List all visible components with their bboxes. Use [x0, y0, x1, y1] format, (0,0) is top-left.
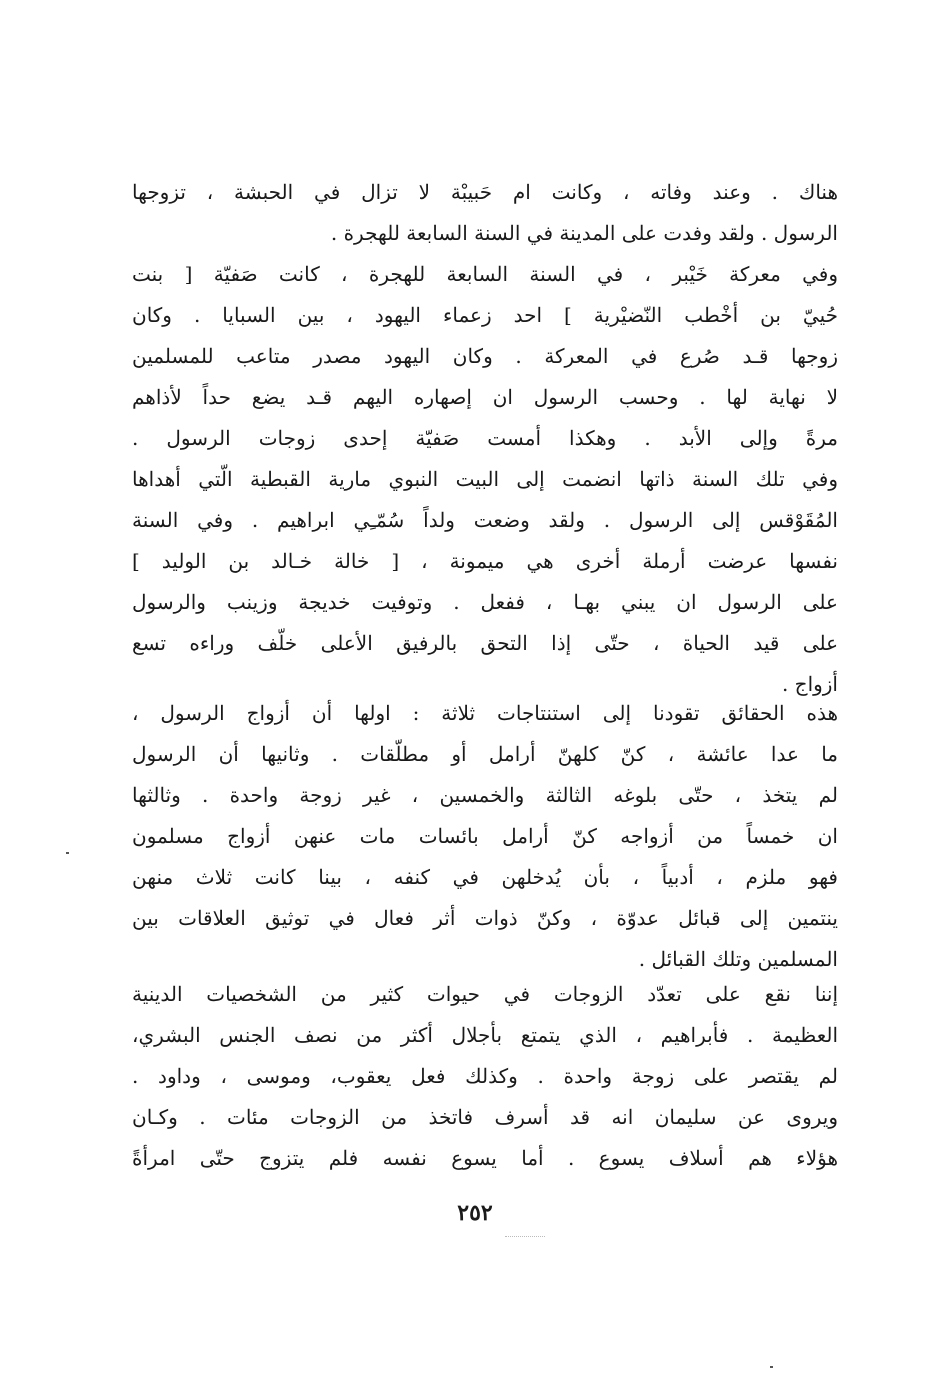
page-number: ٢٥٢ [457, 1200, 493, 1226]
text-line: نفسها عرضت أرملة أخرى هي ميمونة ، [ خالة خـالد بن الوليد ] [132, 549, 838, 573]
scan-speck [770, 1366, 773, 1368]
text-line: لم يقتصر على زوجة واحدة . وكذلك فعل يعقوب، وموسى ، وداود . [132, 1064, 838, 1088]
text-line: لم يتخذ ، حتّى بلوغه الثالثة والخمسين ، غير زوجة واحدة . وثالثها [132, 783, 838, 807]
paragraph-3 [132, 693, 838, 980]
paragraph-4 [132, 974, 838, 1179]
print-dots [505, 1236, 545, 1237]
text-line: أزواج . [781, 672, 838, 696]
text-line: مرةً وإلى الأبد . وهكذا أمست صَفيّة إحدى زوجات الرسول . [132, 426, 838, 450]
paragraph-1 [132, 172, 838, 254]
text-line: زوجها قـد صُرع في المعركة . وكان اليهود مصدر متاعب للمسلمين [132, 344, 838, 368]
text-line: هؤلاء هم أسلاف يسوع . أما يسوع نفسه فلم يتزوج حتّى امرأةً [132, 1146, 838, 1170]
text-line: على قيد الحياة ، حتّى إذا التحق بالرفيق الأعلى خلّف وراءه تسع [132, 631, 838, 655]
paragraph-2 [132, 254, 838, 705]
text-line: على الرسول ان يبني بهـا ، ففعل . وتوفيت خديجة وزينب والرسول [132, 590, 838, 614]
text-line: وفي معركة خَيْبر ، في السنة السابعة للهجرة ، كانت صَفيّة [ بنت [132, 262, 838, 286]
text-line: حُييّ بن أخْطب النّضيْرية ] احد زعماء اليهود ، بين السبايا . وكان [132, 303, 838, 327]
text-line: ما عدا عائشة ، كنّ كلهنّ أرامل أو مطلّقات . وثانيها أن الرسول [132, 742, 838, 766]
text-line: هناك . وعند وفاته ، وكانت ام حَبيبْة لا تزال في الحبشة ، تزوجها [132, 180, 838, 204]
text-line: هذه الحقائق تقودنا إلى استنتاجات ثلاثة : اولها أن أزواج الرسول ، [132, 701, 838, 725]
text-line: المسلمين وتلك القبائل . [638, 947, 838, 971]
text-line: المُقَوْقس إلى الرسول . ولقد وضعت ولداً سُمّـِي ابراهيم . وفي السنة [132, 508, 838, 532]
text-line: ان خمساً من أزواجه كنّ أرامل بائسات مات عنهن أزواج مسلمون [132, 824, 838, 848]
text-line: إننا نقع على تعدّد الزوجات في حيوات كثير من الشخصيات الدينية [132, 982, 838, 1006]
text-line: الرسول . ولقد وفدت على المدينة في السنة السابعة للهجرة . [330, 221, 838, 245]
text-line: فهو ملزم ، أدبياً ، بأن يُدخلهن في كنفه ، بينا كانت ثلاث منهن [132, 865, 838, 889]
scan-speck [66, 852, 69, 854]
text-line: لا نهاية لها . وحسب الرسول ان إصهاره اليهم قـد يضع حداً لأذاهم [132, 385, 838, 409]
text-line: ينتمين إلى قبائل عدوّة ، وكنّ ذوات أثر فعال في توثيق العلاقات بين [132, 906, 838, 930]
text-line: ويروى عن سليمان انه قد أسرف فاتخذ من الزوجات مئات . وكـان [132, 1105, 838, 1129]
text-line: العظيمة . فأبراهيم ، الذي يتمتع بأجلال أكثر من نصف الجنس البشري، [132, 1023, 838, 1047]
text-line: وفي تلك السنة ذاتها انضمت إلى البيت النبوي مارية القبطية الّتي أهداها [132, 467, 838, 491]
